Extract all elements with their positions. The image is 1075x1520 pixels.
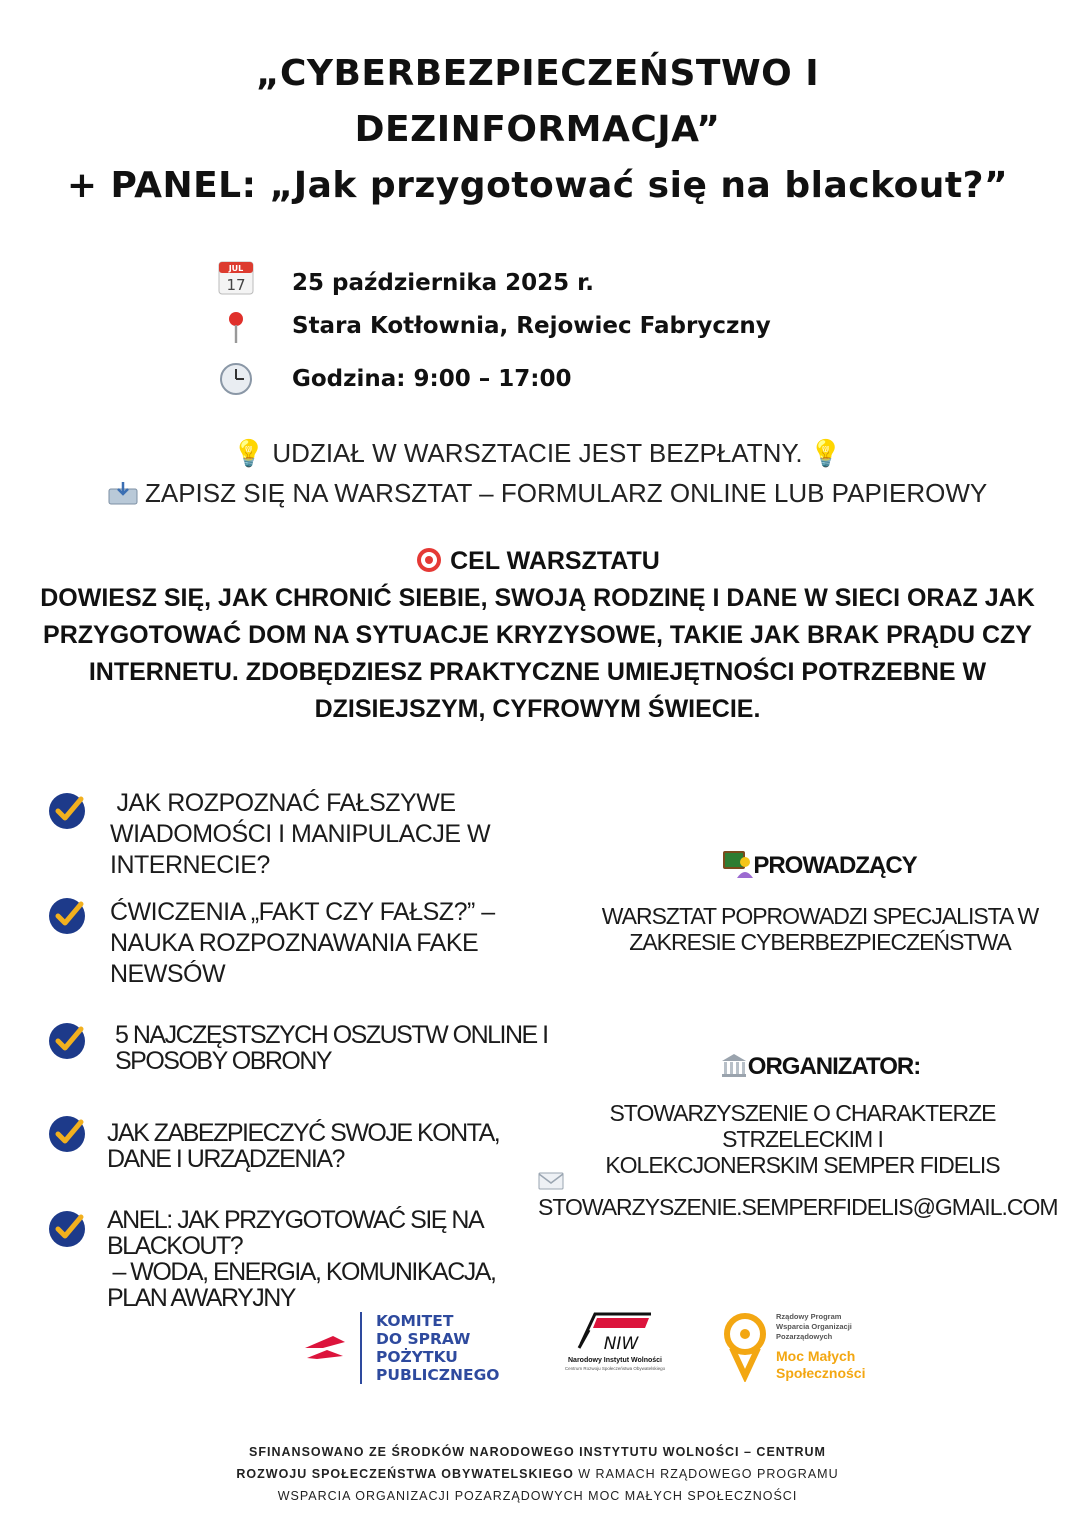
- title-line-2: DEZINFORMACJA”: [354, 109, 721, 150]
- footer-line-2: ROZWOJU SPOŁECZEŃSTWA OBYWATELSKIEGO W RAMACH RZĄDOWEGO PROGRAMU: [236, 1467, 839, 1481]
- envelope-icon: [538, 1171, 564, 1191]
- mms-logo: Rządowy Program Wsparcia Organizacji Pozarządowych Moc Małych Społeczności: [718, 1310, 878, 1385]
- lightbulb-icon: 💡: [232, 438, 266, 468]
- title-line-3: + PANEL: „Jak przygotować się na blackout?”: [66, 165, 1009, 206]
- check-circle-icon: [47, 895, 89, 937]
- clock-icon: [218, 361, 254, 397]
- goal-line-1: DOWIESZ SIĘ, JAK CHRONIĆ SIEBIE, SWOJĄ RODZINĘ I DANE W SIECI ORAZ JAK: [40, 584, 1035, 612]
- niw-mark-icon: [575, 1310, 655, 1352]
- signup-notice: [10, 478, 1075, 509]
- svg-text:JUL: JUL: [228, 264, 244, 273]
- kpp-logo: KOMITET DO SPRAW POŻYTKU PUBLICZNEGO: [300, 1310, 515, 1388]
- event-hours: Godzina: 9:00 – 17:00: [292, 366, 572, 392]
- check-circle-icon: [47, 1020, 89, 1062]
- niw-logo: NIW Narodowy Instytut Wolności Centrum Rozwoju Społeczeństwa Obywatelskiego: [560, 1310, 670, 1382]
- title-line-1: „CYBERBEZPIECZEŃSTWO I: [255, 53, 820, 94]
- inbox-tray-icon: [108, 481, 138, 505]
- teacher-icon: [723, 850, 753, 878]
- event-date: 25 października 2025 r.: [292, 270, 594, 296]
- goal-line-2: PRZYGOTOWAĆ DOM NA SYTUACJE KRYZYSOWE, TAKIE JAK BRAK PRĄDU CZY: [43, 621, 1032, 649]
- check-circle-icon: [47, 790, 89, 832]
- topic-item-5: ANEL: JAK PRZYGOTOWAĆ SIĘ NA BLACKOUT? – WODA, ENERGIA, KOMUNIKACJA, PLAN AWARYJNY: [107, 1206, 496, 1312]
- host-heading: PROWADZĄCY: [580, 850, 1060, 880]
- location-pin-icon: [720, 1312, 770, 1382]
- check-circle-icon: [47, 1113, 89, 1155]
- topic-item-1: JAK ROZPOZNAĆ FAŁSZYWE WIADOMOŚCI I MANIPULACJE W INTERNECIE?: [110, 789, 491, 879]
- signup-notice-text: ZAPISZ SIĘ NA WARSZTAT – FORMULARZ ONLINE LUB PAPIEROWY: [144, 478, 988, 508]
- event-location: Stara Kotłownia, Rejowiec Fabryczny: [292, 313, 771, 339]
- flag-mark-icon: [303, 1334, 347, 1360]
- goal-line-4: DZISIEJSZYM, CYFROWYM ŚWIECIE.: [314, 695, 761, 723]
- topic-item-3: 5 NAJCZĘSTSZYCH OSZUSTW ONLINE I SPOSOBY OBRONY: [115, 1021, 548, 1075]
- organizer-email[interactable]: STOWARZYSZENIE.SEMPERFIDELIS@GMAIL.COM: [538, 1168, 1068, 1220]
- target-icon: [415, 546, 443, 574]
- footer-line-1: SFINANSOWANO ZE ŚRODKÓW NARODOWEGO INSTYTUTU WOLNOŚCI – CENTRUM: [249, 1445, 826, 1459]
- calendar-icon: [218, 260, 254, 296]
- check-circle-icon: [47, 1208, 89, 1250]
- building-icon: [720, 1052, 748, 1078]
- goal-line-3: INTERNETU. ZDOBĘDZIESZ PRAKTYCZNE UMIEJĘTNOŚCI POTRZEBNE W: [88, 658, 987, 686]
- lightbulb-icon: 💡: [809, 438, 843, 468]
- goal-heading: CEL WARSZTATU: [20, 543, 1055, 581]
- free-notice: [0, 438, 1075, 469]
- topic-item-2: ĆWICZENIA „FAKT CZY FAŁSZ?” – NAUKA ROZPOZNAWANIA FAKE NEWSÓW: [110, 898, 495, 988]
- free-notice-text: UDZIAŁ W WARSZTACIE JEST BEZPŁATNY.: [272, 438, 803, 468]
- host-text: WARSZTAT POPROWADZI SPECJALISTA W ZAKRESIE CYBERBEZPIECZEŃSTWA: [601, 903, 1039, 955]
- svg-text:17: 17: [226, 276, 246, 294]
- organizer-heading: ORGANIZATOR:: [560, 1052, 1075, 1081]
- organizer-text: STOWARZYSZENIE O CHARAKTERZE STRZELECKIM I KOLEKCJONERSKIM SEMPER FIDELIS: [605, 1100, 1000, 1178]
- pin-icon: [218, 310, 254, 346]
- svg-text:NIW: NIW: [603, 1334, 639, 1352]
- logo-divider: [360, 1312, 362, 1384]
- footer-line-3: WSPARCIA ORGANIZACJI POZARZĄDOWYCH MOC MAŁYCH SPOŁECZNOŚCI: [277, 1489, 798, 1503]
- topic-item-4: JAK ZABEZPIECZYĆ SWOJE KONTA, DANE I URZĄDZENIA?: [107, 1119, 500, 1173]
